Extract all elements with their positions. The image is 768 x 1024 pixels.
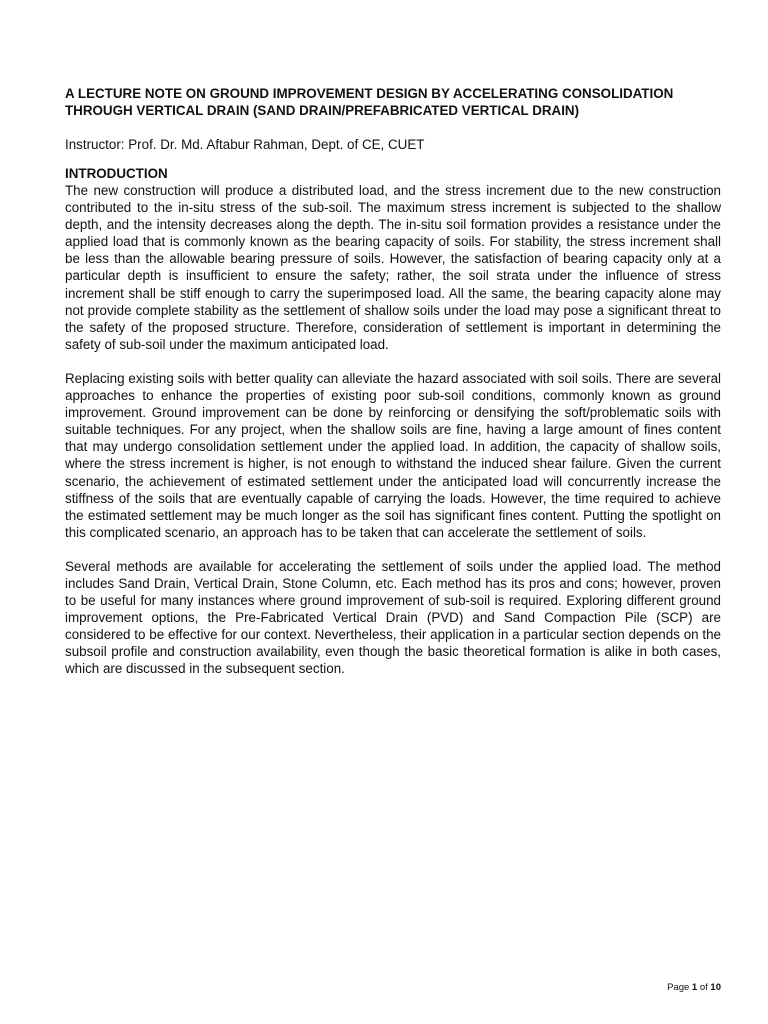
paragraph: Several methods are available for accelerating the settlement of soils under the applied load. The method includes Sand Drain, Vertical Drain, Stone Column, etc. Each method has its pros and cons; however, proven to be useful for many instances where ground improvement of sub-soil is required. Exploring different ground improvement options, the Pre-Fabricated Vertical Drain (PVD) and Sand Compaction Pile (SCP) are considered to be effective for our context. Nevertheless, their application in a particular section depends on the subsoil profile and construction availability, even though the basic theoretical formation is alike in both cases, which are discussed in the subsequent section. (65, 558, 721, 677)
section-heading-introduction: INTRODUCTION (65, 166, 168, 181)
page-of-label: of (699, 982, 708, 993)
page-number-footer (667, 982, 721, 994)
page-label: Page (667, 982, 690, 993)
instructor-line: Instructor: Prof. Dr. Md. Aftabur Rahman, Dept. of CE, CUET (65, 137, 425, 152)
paragraph: Replacing existing soils with better quality can alleviate the hazard associated with soil soils. There are several approaches to enhance the properties of existing poor sub-soil conditions, commonly known as ground improvement. Ground improvement can be done by reinforcing or densifying the soft/problematic soils with suitable techniques. For any project, when the shallow soils are fine, having a large amount of fines content that may undergo consolidation settlement under the applied load. In addition, the capacity of shallow soils, where the stress increment is higher, is not enough to withstand the induced shear failure. Given the current scenario, the achievement of estimated settlement under the anticipated load will concurrently increase the stiffness of the soils that are eventually capable of carrying the loads. However, the time required to achieve the estimated settlement may be much longer as the soil has significant fines content. Putting the spotlight on this complicated scenario, an approach has to be taken that can accelerate the settlement of soils. (65, 370, 721, 540)
page-content (65, 85, 721, 678)
current-page-number: 1 (691, 982, 698, 993)
total-pages-number: 10 (710, 982, 721, 993)
document-title: A LECTURE NOTE ON GROUND IMPROVEMENT DESIGN BY ACCELERATING CONSOLIDATION THROUGH VERTICAL DRAIN (SAND DRAIN/PREFABRICATED VERTICAL DRAIN) (65, 86, 674, 118)
paragraph: The new construction will produce a distributed load, and the stress increment due to the new construction contributed to the in-situ stress of the sub-soil. The maximum stress increment is subjected to the shallow depth, and the intensity decreases along the depth. The in-situ soil formation provides a resistance under the applied load that is commonly known as the bearing capacity of soils. For stability, the stress increment shall be less than the allowable bearing pressure of soils. However, the satisfaction of bearing capacity only at a particular depth is insufficient to ensure the safety; rather, the soil strata under the influence of stress increment shall be stiff enough to carry the superimposed load. All the same, the bearing capacity alone may not provide complete stability as the settlement of shallow soils under the load may pose a significant threat to the safety of the proposed structure. Therefore, consideration of settlement is important in determining the safety of sub-soil under the maximum anticipated load. (65, 183, 721, 352)
